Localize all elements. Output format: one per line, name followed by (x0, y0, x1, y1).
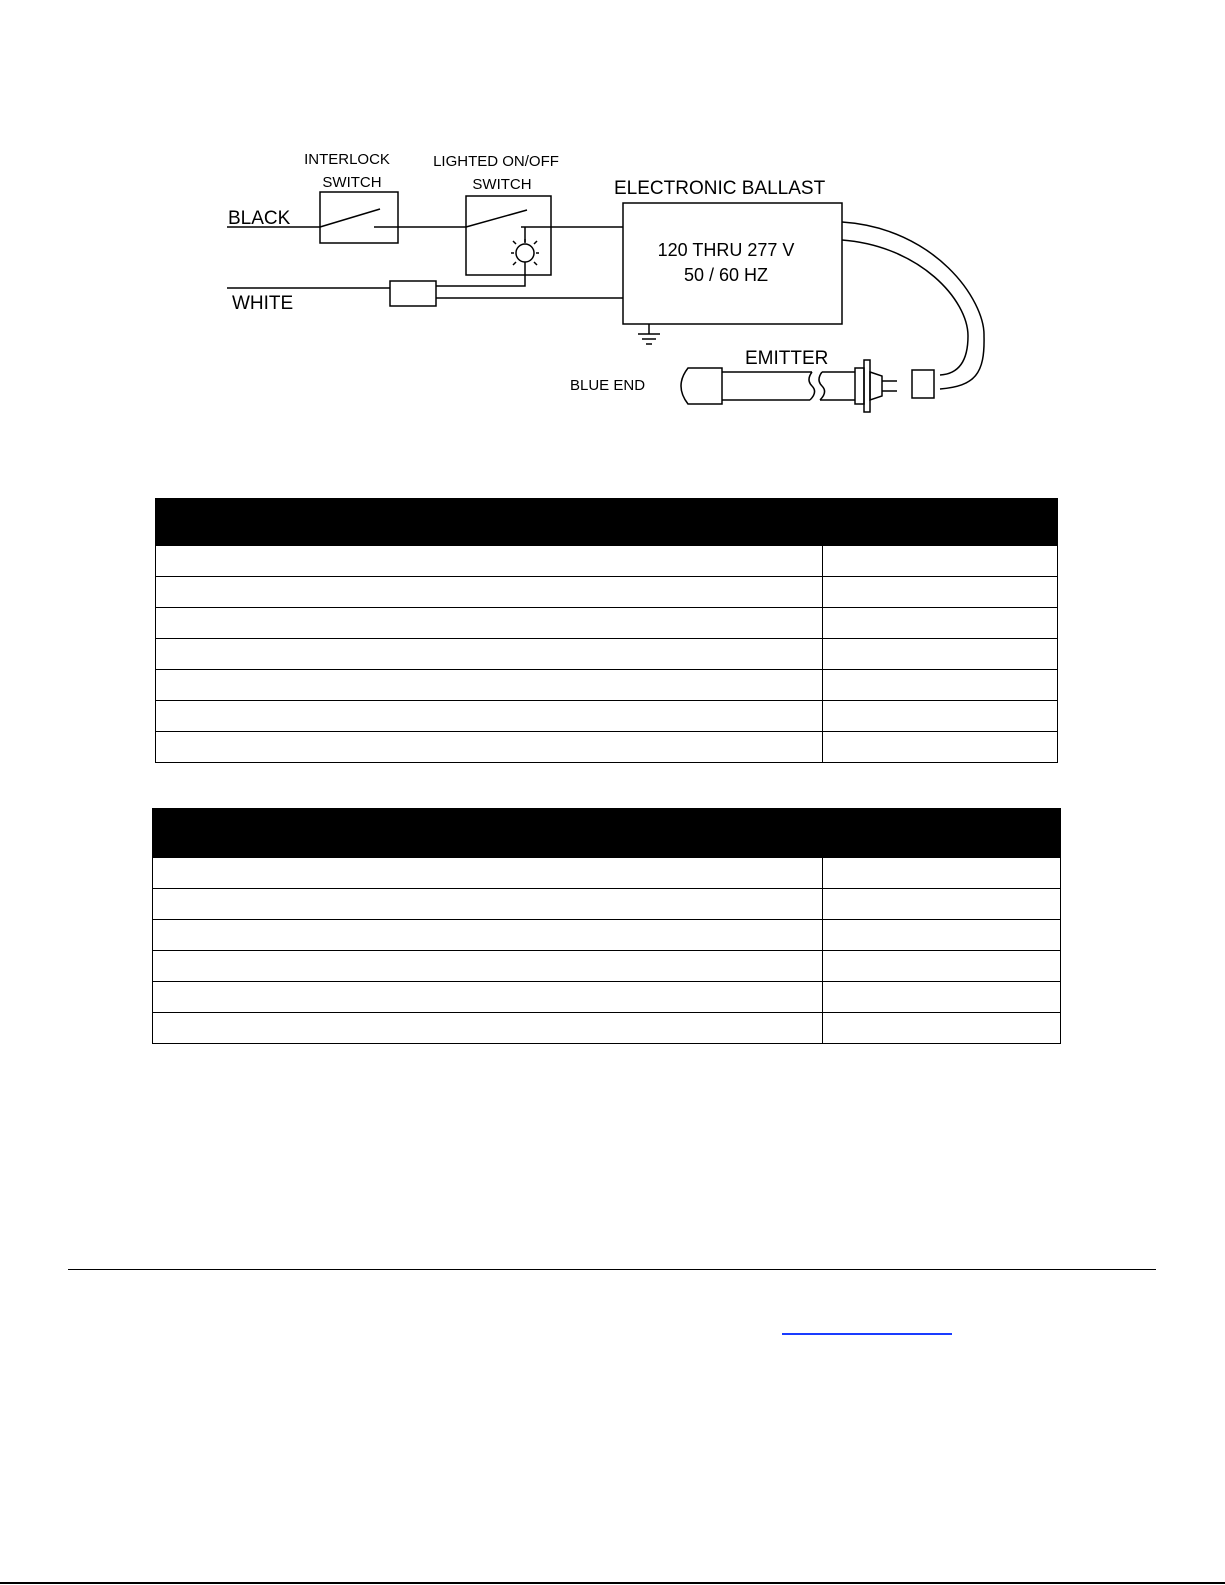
table-cell (153, 920, 823, 951)
table-cell (156, 546, 823, 577)
emitter-collar (864, 360, 870, 412)
table-header-cell (823, 809, 1061, 858)
table-cell (156, 732, 823, 763)
interlock-switch-blade (320, 209, 380, 227)
table-row (153, 1013, 1061, 1044)
table-row (153, 858, 1061, 889)
table-row (153, 982, 1061, 1013)
table-row (156, 701, 1058, 732)
lighted-switch (466, 196, 551, 275)
table-cell (153, 1013, 823, 1044)
table-cell (823, 732, 1058, 763)
table-row (156, 608, 1058, 639)
table-row (153, 889, 1061, 920)
table-cell (153, 951, 823, 982)
table-row (156, 546, 1058, 577)
table-cell (823, 608, 1058, 639)
table-cell (823, 858, 1061, 889)
emitter-plug-body (870, 372, 882, 400)
table-cell (823, 577, 1058, 608)
table-cell (153, 982, 823, 1013)
footer-divider (68, 1269, 1156, 1270)
footer-link[interactable] (782, 1318, 952, 1335)
table-cell (823, 639, 1058, 670)
blue-end-label: BLUE END (570, 377, 646, 394)
table-cell (823, 701, 1058, 732)
emitter-break-right (819, 372, 825, 400)
emitter-blue-end (681, 368, 722, 404)
spec-table-2 (152, 808, 1061, 1044)
table-cell (823, 670, 1058, 701)
table-header-cell (156, 499, 1058, 546)
table-cell (156, 608, 823, 639)
indicator-lamp-icon (516, 244, 534, 262)
lighted-switch-blade (466, 210, 527, 227)
table-header-cell (153, 809, 823, 858)
lighted-switch-label-line2: SWITCH (472, 176, 532, 193)
page-bottom-edge (0, 1582, 1225, 1584)
table-cell (823, 546, 1058, 577)
table-header-row (156, 499, 1058, 546)
table-cell (823, 951, 1061, 982)
table-row (153, 951, 1061, 982)
interlock-switch (320, 192, 398, 243)
table-cell (153, 858, 823, 889)
table-row (156, 670, 1058, 701)
table-cell (823, 889, 1061, 920)
interlock-switch-label-line2: SWITCH (322, 174, 382, 191)
ballast-voltage: 120 THRU 277 V (657, 240, 795, 260)
table-cell (153, 889, 823, 920)
emitter-cable-inner (842, 240, 968, 375)
ground-symbol-icon (638, 334, 660, 344)
table-header-row (153, 809, 1061, 858)
lamp-return-wire (436, 262, 525, 286)
ballast-frequency: 50 / 60 HZ (683, 265, 769, 285)
emitter-base (855, 368, 864, 404)
table-cell (156, 577, 823, 608)
wire-connector (390, 281, 436, 306)
wiring-diagram (0, 0, 1225, 440)
cable-connector (912, 370, 934, 398)
table-cell (823, 920, 1061, 951)
electronic-ballast (623, 203, 842, 324)
wire-black-label: BLACK (228, 208, 291, 229)
table-row (153, 920, 1061, 951)
interlock-switch-label-line1: INTERLOCK (304, 151, 390, 168)
table-row (156, 577, 1058, 608)
table-row (156, 732, 1058, 763)
table-cell (823, 1013, 1061, 1044)
ballast-title: ELECTRONIC BALLAST (614, 178, 826, 199)
spec-table-1 (155, 498, 1058, 763)
emitter-label: EMITTER (745, 348, 829, 369)
table-row (156, 639, 1058, 670)
table-cell (823, 982, 1061, 1013)
table-cell (156, 639, 823, 670)
emitter-break-left (809, 372, 815, 400)
wire-white-label: WHITE (232, 293, 294, 314)
lighted-switch-label-line1: LIGHTED ON/OFF (433, 153, 559, 170)
table-cell (156, 701, 823, 732)
table-cell (156, 670, 823, 701)
